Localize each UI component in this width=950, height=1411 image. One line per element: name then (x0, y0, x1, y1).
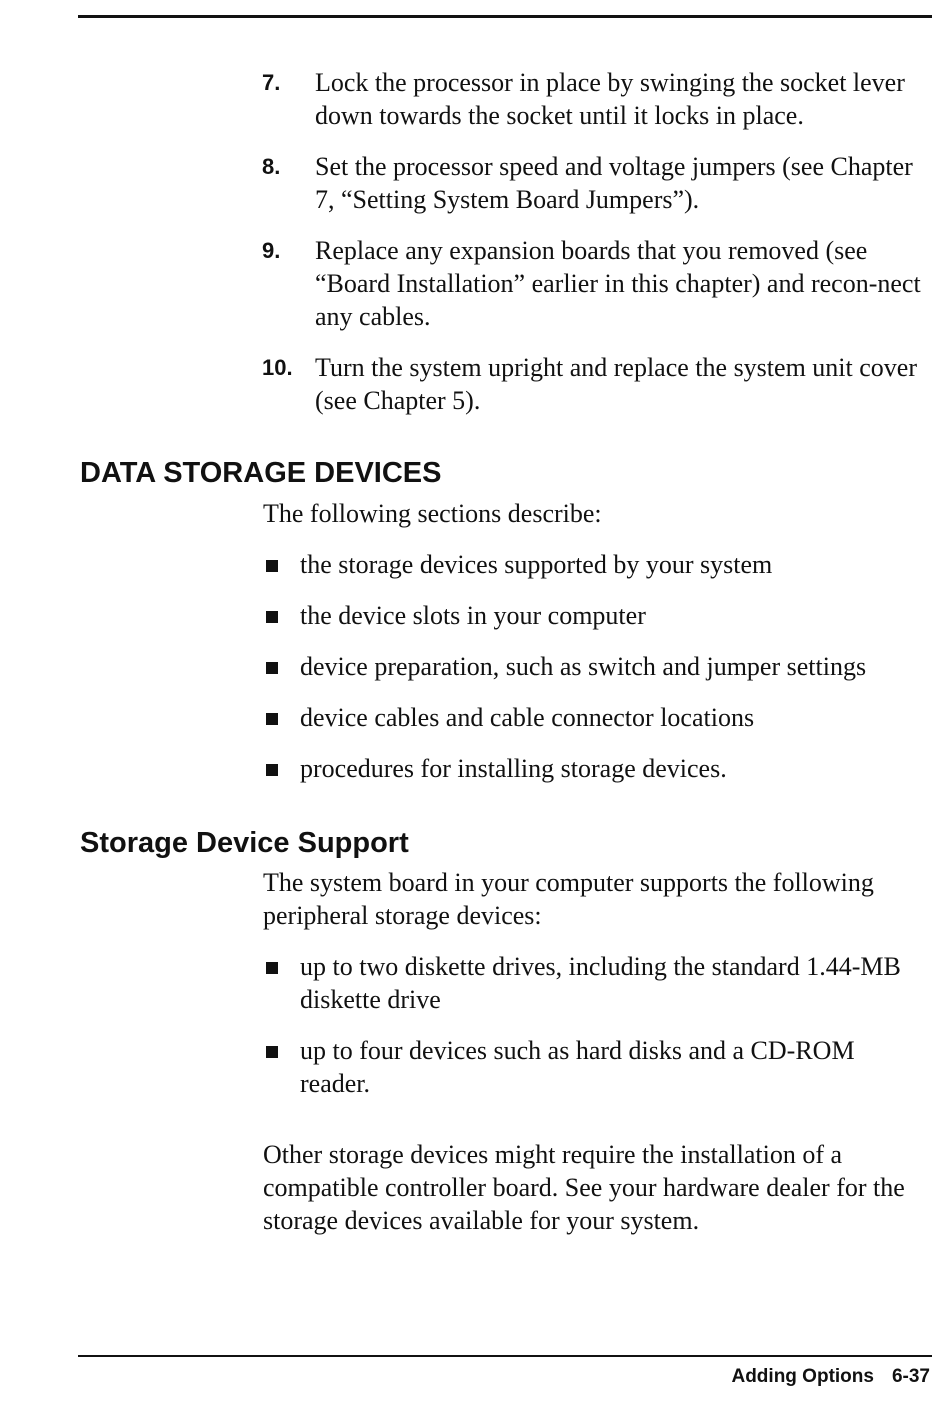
step-item (262, 234, 932, 333)
subsection-intro: The system board in your computer supports the following peripheral storage devices: (263, 868, 874, 930)
square-bullet-icon (263, 650, 300, 683)
step-number: 8. (262, 154, 281, 179)
section-intro: The following sections describe: (263, 499, 602, 528)
footer-chapter-title: Adding Options (731, 1366, 874, 1387)
list-item (263, 701, 931, 734)
section-bullet-list (263, 548, 931, 803)
subsection-bullet-list (263, 950, 931, 1118)
section-heading: DATA STORAGE DEVICES (80, 457, 442, 489)
step-text: Lock the processor in place by swinging the socket lever down towards the socket until it locks in place. (315, 68, 905, 130)
list-item-text: procedures for installing storage devices. (300, 754, 727, 783)
step-item (262, 351, 932, 417)
top-rule (78, 15, 932, 18)
square-bullet-icon (263, 950, 300, 1016)
step-item (262, 150, 932, 216)
list-item (263, 752, 931, 785)
square-bullet-icon (263, 701, 300, 734)
square-bullet-icon (263, 1034, 300, 1100)
square-bullet-icon (263, 599, 300, 632)
step-number: 10. (262, 355, 293, 380)
list-item-text: up to four devices such as hard disks and a CD-ROM reader. (300, 1036, 855, 1098)
list-item-text: device preparation, such as switch and jumper settings (300, 652, 867, 681)
list-item-text: device cables and cable connector locations (300, 703, 755, 732)
list-item (263, 650, 931, 683)
list-item (263, 1034, 931, 1100)
step-item (262, 66, 932, 132)
list-item (263, 950, 931, 1016)
square-bullet-icon (263, 752, 300, 785)
list-item (263, 599, 931, 632)
bottom-rule (78, 1355, 932, 1357)
list-item-text: up to two diskette drives, including the standard 1.44-MB diskette drive (300, 952, 901, 1014)
subsection-heading: Storage Device Support (80, 827, 409, 859)
page-footer (731, 1364, 930, 1390)
subsection-closing: Other storage devices might require the installation of a compatible controller board. See your hardware dealer for the storage devices available for your system. (263, 1140, 905, 1235)
procedure-steps (262, 66, 932, 435)
step-text: Set the processor speed and voltage jumpers (see Chapter 7, “Setting System Board Jumpers”). (315, 152, 913, 214)
step-number: 9. (262, 238, 281, 263)
list-item-text: the device slots in your computer (300, 601, 646, 630)
step-text: Turn the system upright and replace the system unit cover (see Chapter 5). (315, 353, 917, 415)
square-bullet-icon (263, 548, 300, 581)
step-number: 7. (262, 70, 281, 95)
page-number: 6-37 (891, 1366, 930, 1387)
list-item-text: the storage devices supported by your system (300, 550, 773, 579)
step-text: Replace any expansion boards that you removed (see “Board Installation” earlier in this chapter) and recon-nect any cables. (315, 236, 921, 331)
list-item (263, 548, 931, 581)
